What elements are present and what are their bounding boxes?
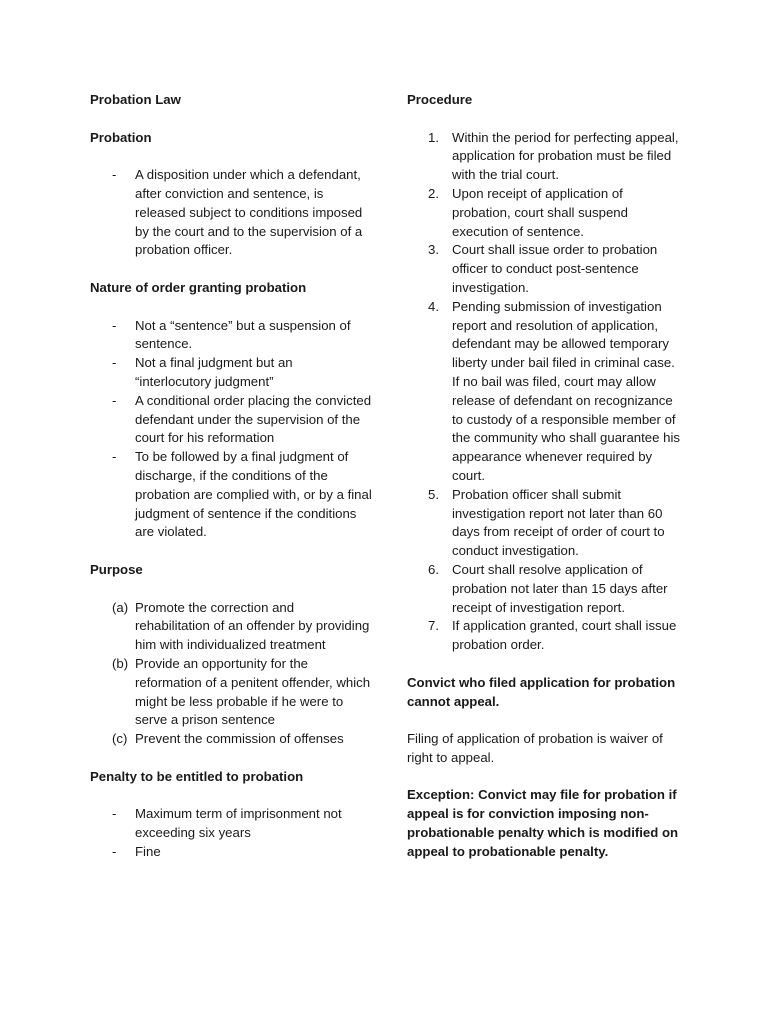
left-column (90, 91, 372, 862)
dash-marker: - (112, 355, 117, 371)
procedure-list (407, 129, 683, 655)
list-item: 3. Court shall issue order to probation officer to conduct post-sentence investigation. (428, 242, 658, 295)
list-item: - Maximum term of imprisonment not exceeding six years (112, 806, 342, 841)
penalty-list (90, 805, 372, 861)
list-item: (c) Prevent the commission of offenses (112, 731, 344, 747)
waiver-paragraph: Filing of application of probation is waiver of right to appeal. (407, 731, 663, 765)
heading-nature: Nature of order granting probation (90, 279, 307, 295)
exception-paragraph: Exception: Convict may file for probation if appeal is for conviction imposing non-probationable penalty which is modified on appeal to probationable penalty. (407, 787, 679, 859)
list-item: 2. Upon receipt of application of probation, court shall suspend execution of sentence. (428, 185, 628, 239)
dash-marker: - (112, 843, 117, 859)
right-column (407, 91, 683, 862)
list-item: - To be followed by a final judgment of discharge, if the conditions of the probation are complied with, or by a final judgment of sentence if the conditions are violated. (112, 449, 372, 540)
list-item: 7. If application granted, court shall issue probation order. (428, 618, 677, 653)
list-item: - A disposition under which a defendant, after conviction and sentence, is released subject to conditions imposed by the court and to the supervision of a probation officer. (112, 167, 363, 258)
heading-procedure: Procedure (407, 92, 473, 107)
heading-purpose: Purpose (90, 561, 143, 577)
nature-list (90, 317, 372, 543)
document-title: Probation Law (90, 92, 181, 107)
list-item: 4. Pending submission of investigation report and resolution of application, defendant may be allowed temporary liberty under bail filed in criminal case. If no bail was filed, court may allow release of defendant on recognizance to custody of a responsible member of the community who shall guarantee his appearance whenever required by court. (428, 298, 680, 483)
probation-list (90, 166, 372, 260)
heading-penalty: Penalty to be entitled to probation (90, 768, 304, 784)
dash-marker: - (112, 449, 117, 465)
list-item: (b) Provide an opportunity for the reformation of a penitent offender, which might be less probable if he were to serve a prison sentence (112, 655, 371, 728)
list-item: 1. Within the period for perfecting appeal, application for probation must be filed with the trial court. (428, 129, 679, 183)
dash-marker: - (112, 317, 117, 333)
heading-convict: Convict who filed application for probation cannot appeal. (407, 674, 676, 709)
dash-marker: - (112, 806, 117, 822)
list-item: 6. Court shall resolve application of probation not later than 15 days after receipt of investigation report. (428, 561, 668, 615)
purpose-list (90, 599, 372, 749)
list-item: 5. Probation officer shall submit investigation report not later than 60 days from receipt of order of court to conduct investigation. (428, 486, 665, 559)
dash-marker: - (112, 167, 117, 183)
list-item: - Not a final judgment but an “interlocutory judgment” (112, 355, 293, 389)
list-item: - Fine (90, 843, 372, 862)
heading-probation: Probation (90, 129, 152, 145)
list-item: - A conditional order placing the convicted defendant under the supervision of the court for his reformation (112, 392, 372, 446)
dash-marker: - (112, 392, 117, 408)
list-item: - Not a “sentence” but a suspension of sentence. (112, 317, 351, 352)
list-item: (a) Promote the correction and rehabilitation of an offender by providing him with individualized treatment (112, 599, 370, 653)
